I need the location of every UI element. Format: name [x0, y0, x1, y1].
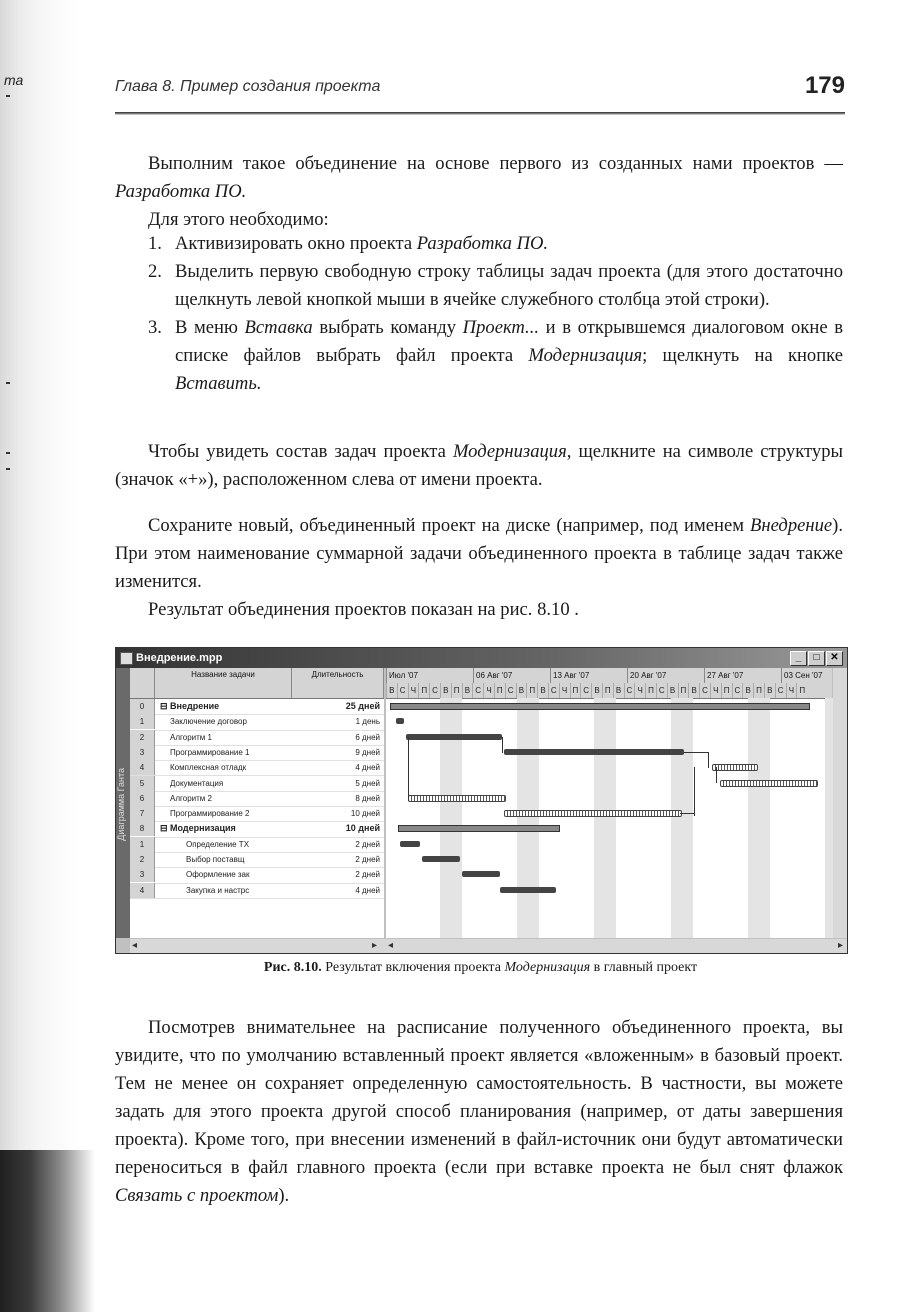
table-row[interactable]	[130, 867, 384, 883]
table-row[interactable]	[130, 883, 384, 899]
table-row[interactable]	[130, 806, 384, 822]
day-label: П	[526, 683, 537, 698]
table-row[interactable]	[130, 714, 384, 730]
paragraph-5: Результат объединения проектов показан на рис. 8.10 .	[148, 599, 579, 620]
project-app-icon	[120, 652, 133, 665]
caption-italic: Модернизация	[504, 960, 591, 975]
row-id: 4	[130, 883, 155, 898]
day-label: В	[462, 683, 473, 698]
paragraph-2: Для этого необходимо:	[148, 209, 329, 230]
day-label: В	[742, 683, 753, 698]
paragraph-1-text: Выполним такое объединение на основе первого из созданных нами проектов —	[148, 153, 843, 174]
paragraph-6	[115, 1014, 843, 1210]
table-row[interactable]	[130, 760, 384, 776]
table-header	[130, 668, 384, 699]
day-label: В	[537, 683, 548, 698]
table-row[interactable]	[130, 821, 384, 837]
row-id: 4	[130, 760, 155, 775]
task-duration: 9 дней	[355, 747, 380, 757]
task-name: Программирование 2	[170, 809, 250, 819]
day-label: П	[602, 683, 613, 698]
paragraph-1-italic: Разработка ПО.	[115, 181, 247, 202]
day-label: С	[699, 683, 710, 698]
table-row[interactable]	[130, 730, 384, 746]
paragraph-1	[115, 150, 843, 206]
task-duration: 5 дней	[355, 778, 380, 788]
list-text: и в открывшемся диалоговом окне в списке файлов выбрать файл проекта	[175, 317, 844, 366]
task-name-header[interactable]: Название задачи	[155, 668, 292, 698]
list-text: выбрать команду	[312, 317, 463, 338]
day-label: П	[753, 683, 764, 698]
maximize-icon[interactable]: □	[808, 651, 825, 666]
nonworking-time	[594, 698, 616, 938]
day-label: П	[418, 683, 429, 698]
list-italic: Проект...	[462, 317, 539, 338]
nonworking-time	[517, 698, 539, 938]
day-label: С	[397, 683, 408, 698]
list-number: 3.	[148, 317, 162, 338]
paragraph-6-text: ).	[278, 1185, 290, 1206]
task-duration: 4 дней	[355, 885, 380, 895]
figure-caption	[115, 960, 846, 976]
task-duration: 2 дней	[355, 855, 380, 864]
window-titlebar	[116, 648, 847, 668]
day-label: С	[656, 683, 667, 698]
day-label: С	[775, 683, 786, 698]
list-number: 2.	[148, 261, 162, 282]
task-bar-integration[interactable]	[712, 764, 758, 771]
week-label: Июл '07	[386, 668, 418, 683]
nonworking-time	[671, 698, 693, 938]
day-label: С	[548, 683, 559, 698]
day-label: П	[451, 683, 462, 698]
day-label: Ч	[786, 683, 797, 698]
header-rule	[115, 112, 845, 115]
scroll-left-icon[interactable]: ◂	[388, 940, 394, 951]
day-label: Ч	[559, 683, 570, 698]
task-name: ⊟ Модернизация	[160, 823, 236, 834]
task-duration: 10 дней	[345, 823, 380, 834]
timescale-weeks	[386, 668, 832, 684]
task-table	[130, 668, 384, 938]
row-id: 3	[130, 867, 155, 882]
list-item	[148, 314, 843, 398]
paragraph-3-italic: Модернизация	[452, 441, 567, 462]
day-label: В	[516, 683, 527, 698]
task-bar-programming-2[interactable]	[504, 810, 682, 817]
timescale-days	[386, 683, 832, 699]
scroll-right-icon[interactable]: ▸	[837, 940, 843, 951]
task-duration: 25 дней	[345, 701, 380, 711]
caption-label: Рис. 8.10.	[263, 960, 322, 975]
table-row[interactable]	[130, 745, 384, 761]
link-line	[716, 767, 717, 783]
day-label: В	[764, 683, 775, 698]
view-bar	[116, 668, 130, 938]
day-label: П	[494, 683, 505, 698]
list-text: Выделить первую свободную строку таблицы задач проекта (для этого достаточно щелкнуть левой кнопкой мыши в ячейке служебного столбца этой строки).	[175, 261, 843, 310]
chapter-title: Глава 8. Пример создания проекта	[115, 78, 381, 95]
vertical-scrollbar[interactable]	[833, 668, 847, 938]
summary-bar-modernization[interactable]	[398, 825, 560, 832]
summary-bar-vnedrenie[interactable]	[390, 703, 810, 710]
task-bar-purchase[interactable]	[500, 887, 556, 893]
scroll-left-icon[interactable]: ◂	[132, 940, 138, 951]
paragraph-3	[115, 438, 843, 494]
task-duration: 8 дней	[355, 793, 380, 803]
task-duration: 10 дней	[350, 809, 380, 819]
day-label: В	[591, 683, 602, 698]
task-duration: 4 дней	[355, 763, 380, 773]
list-number: 1.	[148, 233, 162, 254]
duration-header[interactable]: Длительность	[292, 668, 384, 698]
task-name: Заключение договор	[170, 717, 247, 727]
previous-page-fragment: та	[4, 72, 24, 88]
task-bar-order[interactable]	[462, 871, 500, 877]
week-label: 03 Сен '07	[781, 668, 822, 683]
day-label: Ч	[634, 683, 645, 698]
list-text: В меню	[175, 317, 245, 338]
task-name: Программирование 1	[170, 747, 250, 757]
gantt-chart	[386, 668, 832, 938]
day-label: С	[505, 683, 516, 698]
paragraph-4-italic: Внедрение	[750, 515, 833, 536]
day-label: Ч	[483, 683, 494, 698]
task-name: Определение ТХ	[186, 839, 250, 849]
task-name: Алгоритм 1	[170, 732, 212, 742]
task-bar-documentation[interactable]	[720, 780, 818, 787]
table-row[interactable]	[130, 791, 384, 807]
day-label: С	[624, 683, 635, 698]
list-italic: Модернизация	[528, 345, 643, 366]
id-header	[130, 668, 155, 698]
list-text: ; щелкнуть на кнопке	[642, 345, 843, 366]
day-label: В	[688, 683, 699, 698]
link-line	[408, 737, 409, 801]
task-name: Документация	[170, 778, 224, 788]
day-label: П	[796, 683, 807, 698]
task-duration: 6 дней	[355, 732, 380, 742]
task-bar-define-tx[interactable]	[400, 841, 420, 847]
caption-text: Результат включения проекта	[321, 960, 505, 975]
book-binding	[0, 0, 100, 1312]
paragraph-6-italic: Связать с проектом	[115, 1185, 279, 1206]
nonworking-time	[748, 698, 770, 938]
previous-page-mark	[6, 95, 10, 97]
task-name: ⊟ Внедрение	[160, 701, 220, 711]
view-bar-label: Диаграмма Ганта	[116, 768, 126, 841]
paragraph-3-text: Чтобы увидеть состав задач проекта	[148, 441, 453, 462]
milestone-marker[interactable]	[396, 718, 404, 724]
row-id: 8	[130, 821, 155, 836]
list-item	[148, 230, 843, 258]
task-name: Закупка и настрс	[186, 885, 250, 895]
close-icon[interactable]: ✕	[826, 651, 843, 666]
task-name: Выбор поставщ	[186, 855, 245, 864]
list-italic: Разработка ПО.	[416, 233, 549, 254]
day-label: С	[429, 683, 440, 698]
paragraph-6-text: Посмотрев внимательнее на расписание полученного объединенного проекта, вы увидите, что по умолчанию вставленный проект является «вложенным» в базовый проект. Тем не менее он сохраняет определенную самостоятельность. В частности, вы можете задать для этого проекта другой способ планирования (например, от даты завершения проекта). Кроме того, при внесении изменений в файл-источник они будут автоматически переноситься в файл главного проекта (если при вставке проекта не был снят флажок	[115, 1017, 843, 1178]
task-name: Оформление зак	[186, 870, 250, 880]
day-label: В	[386, 683, 397, 698]
previous-page-mark	[6, 468, 10, 470]
binding-shadow	[0, 1150, 95, 1312]
day-label: С	[472, 683, 483, 698]
row-id: 5	[130, 776, 155, 791]
list-italic: Вставка	[244, 317, 313, 338]
row-id: 1	[130, 714, 155, 729]
day-label: П	[570, 683, 581, 698]
week-label: 20 Авг '07	[627, 668, 666, 683]
task-bar-algorithm-1[interactable]	[406, 734, 502, 740]
scroll-right-icon[interactable]: ▸	[372, 940, 378, 951]
row-id: 3	[130, 745, 155, 760]
running-header	[115, 74, 845, 104]
previous-page-mark	[6, 382, 10, 384]
list-item	[148, 258, 843, 314]
link-line	[684, 752, 708, 753]
day-label: В	[613, 683, 624, 698]
paragraph-3-text: , щелкните на символе структуры (значок «+»), расположенном слева от имени проекта.	[115, 441, 843, 490]
minimize-icon[interactable]: _	[790, 651, 807, 666]
day-label: П	[645, 683, 656, 698]
page-number: 179	[804, 72, 845, 99]
paragraph-4-text: Сохраните новый, объединенный проект на диске (например, под именем	[148, 515, 751, 536]
day-label: В	[667, 683, 678, 698]
paragraph-4-text: ). При этом наименование суммарной задачи объединенного проекта в таблице задач также изменится.	[115, 515, 843, 592]
paragraph-4	[115, 512, 843, 596]
task-duration: 1 день	[355, 717, 380, 727]
row-id: 2	[130, 730, 155, 745]
task-bar-programming-1[interactable]	[504, 749, 684, 755]
day-label: С	[732, 683, 743, 698]
list-text: Активизировать окно проекта	[175, 233, 417, 254]
task-name: Алгоритм 2	[170, 793, 212, 803]
task-duration: 2 дней	[355, 870, 380, 880]
table-row[interactable]	[130, 776, 384, 792]
horizontal-scrollbar[interactable]	[130, 939, 847, 953]
row-id: 1	[130, 837, 155, 852]
row-id: 0	[130, 699, 155, 714]
list-italic: Вставить.	[175, 373, 262, 394]
task-duration: 2 дней	[355, 839, 380, 849]
task-bar-algorithm-2[interactable]	[408, 795, 506, 802]
table-row[interactable]	[130, 852, 384, 868]
link-line	[694, 767, 695, 816]
day-label: В	[440, 683, 451, 698]
ms-project-window	[115, 647, 848, 954]
week-label: 13 Авг '07	[550, 668, 589, 683]
task-name: Комплексная отладк	[170, 763, 247, 773]
row-id: 2	[130, 852, 155, 867]
table-row[interactable]	[130, 699, 384, 715]
day-label: П	[678, 683, 689, 698]
row-id: 6	[130, 791, 155, 806]
link-line	[708, 752, 709, 768]
table-row[interactable]	[130, 837, 384, 853]
day-label: Ч	[710, 683, 721, 698]
week-label: 27 Авг '07	[704, 668, 743, 683]
task-bar-supplier[interactable]	[422, 856, 460, 862]
steps-list	[148, 230, 843, 398]
day-label: П	[721, 683, 732, 698]
week-label: 06 Авг '07	[473, 668, 512, 683]
link-line	[680, 813, 694, 814]
previous-page-mark	[6, 452, 10, 454]
caption-text: в главный проект	[590, 960, 698, 975]
link-line	[502, 737, 503, 753]
window-title: Внедрение.mpp	[136, 652, 223, 664]
day-label: С	[580, 683, 591, 698]
row-id: 7	[130, 806, 155, 821]
day-label: Ч	[408, 683, 419, 698]
